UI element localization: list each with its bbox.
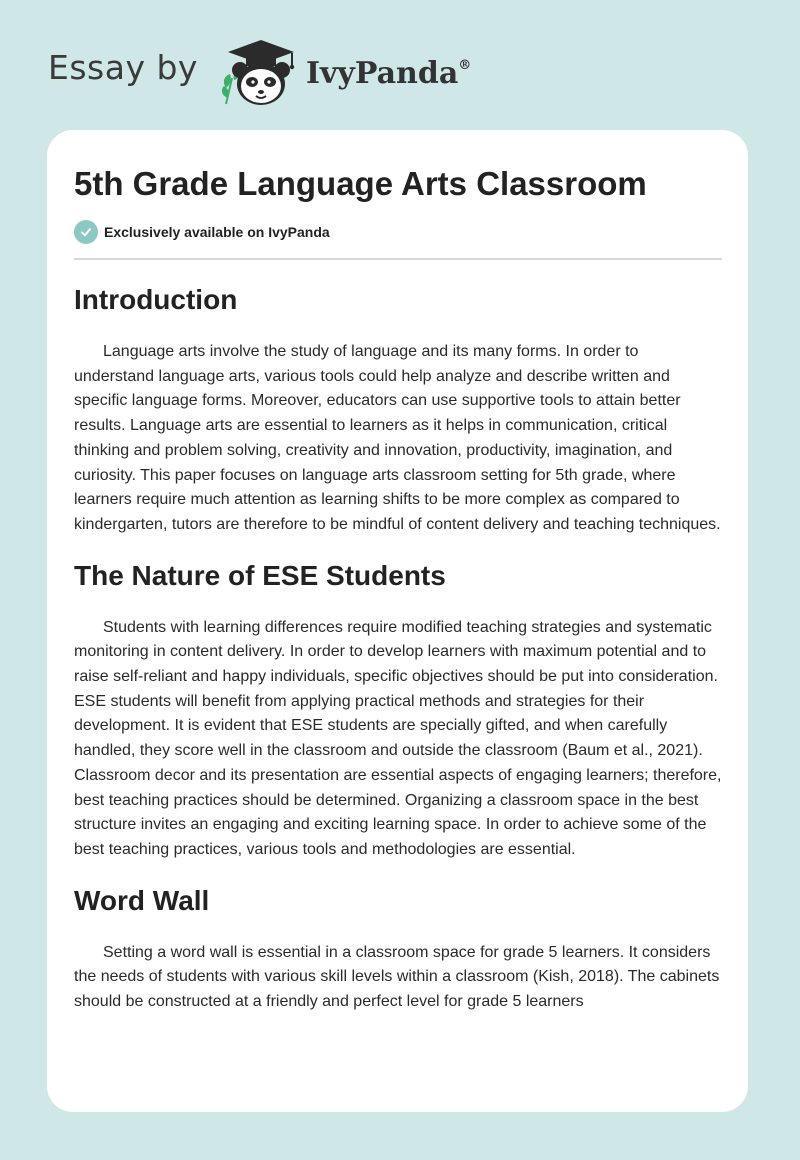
site-header (48, 30, 471, 110)
registered-mark: ® (458, 57, 472, 73)
article-content (47, 130, 748, 1015)
brand-name[interactable] (306, 56, 471, 91)
check-circle-icon (74, 220, 98, 244)
section-heading: The Nature of ESE Students (74, 559, 446, 591)
section-word-wall (74, 881, 722, 1015)
section-nature-of-ese-students (74, 556, 722, 863)
exclusive-badge (74, 220, 722, 244)
divider (74, 258, 722, 260)
essay-by-label: Essay by (48, 47, 198, 87)
badge-label: Exclusively available on IvyPanda (104, 224, 330, 240)
page-title: 5th Grade Language Arts Classroom (74, 165, 647, 202)
article-card (47, 130, 748, 1112)
section-heading: Word Wall (74, 884, 210, 916)
panda-logo-icon[interactable] (212, 30, 302, 110)
section-introduction (74, 280, 722, 538)
section-heading: Introduction (74, 284, 238, 315)
section-paragraph: Students with learning differences require modified teaching strategies and systematic monitoring in content delivery. In order to develop learners with maximum potential and to raise self-reliant and happy individuals, specific objectives should be put into consideration. ESE students will benefit from applying practical methods and strategies for their development. It is evident that ESE students are specially gifted, and when carefully handled, they score well in the classroom and outside the classroom (Baum et al., 2021). Classroom decor and its presentation are essential aspects of engaging learners; therefore, best teaching practices should be determined. Organizing a classroom space in the best structure invites an engaging and exciting learning space. In order to achieve some of the best teaching practices, various tools and methodologies are essential. (74, 618, 722, 858)
brand-label[interactable]: IvyPanda (305, 55, 459, 91)
section-paragraph: Setting a word wall is essential in a classroom space for grade 5 learners. It considers the needs of students with various skill levels within a classroom (Kish, 2018). The cabinets should be constructed at a friendly and perfect level for grade 5 learners (74, 943, 720, 1011)
section-paragraph: Language arts involve the study of language and its many forms. In order to understand language arts, various tools could help analyze and describe written and specific language forms. Moreover, educators can use supportive tools to attain better results. Language arts are essential to learners as it helps in communication, critical thinking and problem solving, creativity and innovation, productivity, imagination, and curiosity. This paper focuses on language arts classroom setting for 5th grade, where learners require much attention as learning shifts to be more complex as compared to kindergarten, tutors are therefore to be mindful of content delivery and teaching techniques. (74, 343, 721, 533)
